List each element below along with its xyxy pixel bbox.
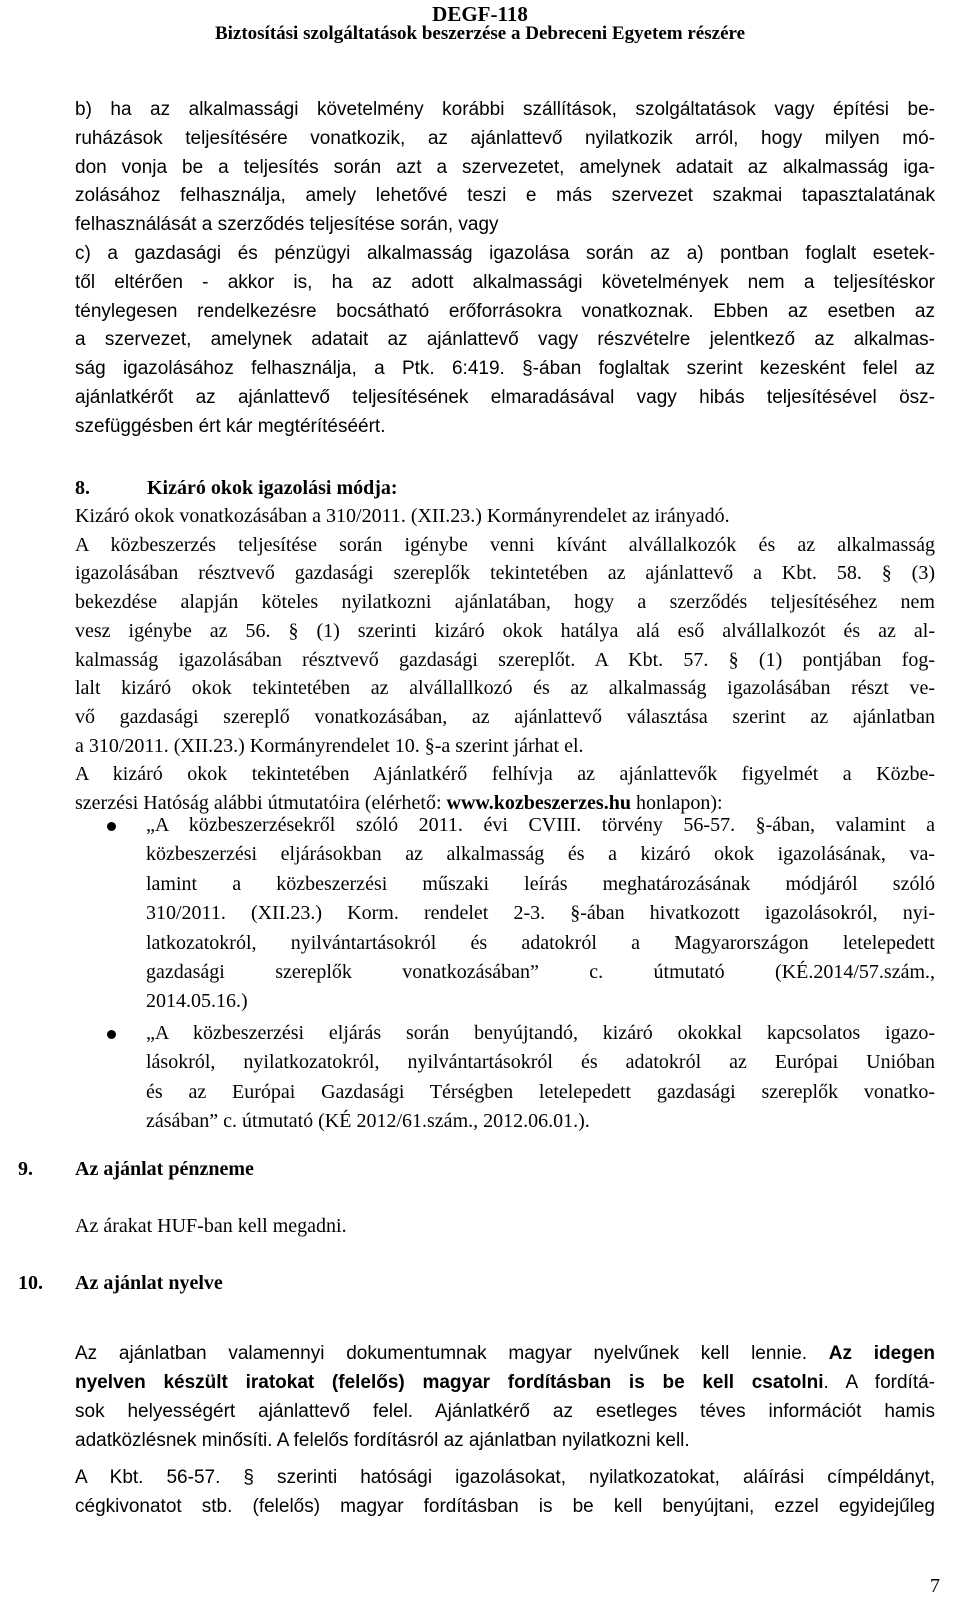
text-line: vesz igénybe az 56. § (1) szerinti kizáró okok hatálya alá eső alvállalkozót és az al- [75,619,935,642]
document-code: DEGF-118 [432,2,528,26]
text-line: sok helyességért ajánlattevő felel. Ajánlatkérő az esetleges téves információt hamis [75,1401,935,1422]
text-line: től eltérően - akkor is, ha az adott alkalmassági követelmények nem a teljesítéskor [75,271,935,293]
text-line: 310/2011. (XII.23.) Korm. rendelet 2-3. §-ában hivatkozott igazolásokról, nyi- [146,902,935,925]
text-line: ajánlatkérőt az ajánlattevő teljesítésének elmaradásával vagy hibás teljesítésével ösz- [75,386,935,408]
text-line: A Kbt. 56-57. § szerinti hatósági igazolásokat, nyilatkozatokat, aláírási címpéldányt, [75,1467,935,1488]
text-line: ténylegesen rendelkezésre bocsátható erőforrásokra vonatkoznak. Ebben az esetben az [75,300,935,322]
text-line: lásokról, nyilatkozatokról, nyilvántartásokról és adatokról az Európai Unióban [146,1051,935,1074]
text-line: A kizáró okok tekintetében Ajánlatkérő felhívja az ajánlattevők figyelmét a Közbe- [75,763,935,786]
text-line: zásában” c. útmutató (KÉ 2012/61.szám., 2012.06.01.). [146,1110,590,1133]
section-8-heading [75,474,398,502]
text-line: adatközlésnek minősíti. A felelős fordításról az ajánlatban nyilatkozni kell. [75,1430,690,1451]
text-line: kalmasság igazolásában résztvevő gazdasági szereplőt. A Kbt. 57. § (1) pontjában fog- [75,648,935,671]
section-9-text: Az árakat HUF-ban kell megadni. [75,1215,347,1237]
text-line: b) ha az alkalmassági követelmény korábbi szállítások, szolgáltatások vagy építési be- [75,99,935,120]
section-title: Az ajánlat pénzneme [75,1158,254,1180]
text-line: közbeszerzési eljárásokban az alkalmasság és a kizáró okok igazolásának, va- [146,843,935,866]
text-line: szefüggésben ért kár megtérítéséért. [75,415,386,437]
bold-text-segment: Az idegen [828,1343,935,1364]
page-number: 7 [930,1575,940,1597]
text-line: ság igazolásához felhasználja, a Ptk. 6:419. §-ában foglaltak szerint kezesként felel az [75,358,935,380]
text-line: a 310/2011. (XII.23.) Kormányrendelet 10. §-a szerint járhat el. [75,734,584,757]
text-line: bekezdése alapján köteles nyilatkozni ajánlatában, hogy a szerződés teljesítéséhez nem [75,591,935,614]
bullet-item [75,1019,935,1137]
paragraph-b-c [75,96,935,442]
text-line: vő gazdasági szereplő vonatkozásában, az ajánlattevő választása szerint az ajánlatban [75,705,935,728]
section-title: Kizáró okok igazolási módja: [147,477,398,499]
section-10-paragraph-1 [75,1339,935,1455]
text-segment: honlapon): [630,792,723,815]
bullet-icon [107,822,116,831]
section-8-body [75,502,935,818]
text-line: zolásához felhasználja, amely lehetővé teszi e más szervezet szakmai tapasztalatának [75,185,935,207]
text-line: felhasználását a szerződés teljesítése során, vagy [75,214,499,236]
section-number: 9. [18,1158,33,1180]
section-10-paragraph-2 [75,1463,935,1521]
section-title: Az ajánlat nyelve [75,1272,223,1294]
text-line: igazolásában résztvevő gazdasági szereplők tekintetében az ajánlattevő a Kbt. 58. § (3) [75,562,935,585]
text-line: és az Európai Gazdasági Térségben letelepedett gazdasági szereplők vonatko- [146,1080,935,1103]
text-line: cégkivonatot stb. (felelős) magyar fordításban is be kell benyújtani, ezzel egyidejűleg [75,1496,935,1517]
website-link[interactable]: www.kozbeszerzes.hu [446,792,631,815]
text-segment: szerzési Hatóság alábbi útmutatóira (elérhető: [75,792,447,815]
text-line: Kizáró okok vonatkozásában a 310/2011. (XII.23.) Kormányrendelet az irányadó. [75,505,730,527]
section-number: 10. [18,1272,43,1294]
text-line: lamint a közbeszerzési műszaki leírás meghatározásának módjáról szóló [146,872,935,895]
guidance-bullet-list [75,811,935,1136]
text-line: c) a gazdasági és pénzügyi alkalmasság igazolása során az a) pontban foglalt esetek- [75,242,935,264]
bold-text-segment: nyelven készült iratokat (felelős) magyar fordításban is be kell csatolni [75,1372,824,1393]
section-9-heading [18,1155,254,1183]
text-line: a szervezet, amelynek adatait az ajánlattevő vagy részvételre jelentkező az alkalmas- [75,329,935,351]
section-number: 8. [75,477,90,499]
bullet-item [75,811,935,1017]
section-10-heading [18,1269,223,1297]
text-line: „A közbeszerzésekről szóló 2011. évi CVIII. törvény 56-57. §-ában, valamint a [146,814,935,836]
bullet-icon [107,1030,116,1039]
text-line: ruházások teljesítésére vonatkozik, az ajánlattevő nyilatkozik arról, hogy milyen mó- [75,127,935,149]
text-line: 2014.05.16.) [146,990,248,1013]
text-line: latkozatokról, nyilvántartásokról és adatokról a Magyarországon letelepedett [146,931,935,954]
text-line: lalt kizáró okok tekintetében az alvállallkozó és az alkalmasság igazolásában részt ve- [75,677,935,700]
text-line [75,1368,935,1397]
text-line: don vonja be a teljesítés során azt a szervezetet, amelynek adatait az alkalmasság iga- [75,156,935,178]
text-line [75,1339,935,1368]
text-line: A közbeszerzés teljesítése során igénybe venni kívánt alvállalkozók és az alkalmasság [75,533,935,556]
document-subtitle: Biztosítási szolgáltatások beszerzése a Debreceni Egyetem részére [214,23,746,44]
text-segment: Az ajánlatban valamennyi dokumentumnak magyar nyelvűnek kell lennie. [75,1343,829,1364]
text-line: „A közbeszerzési eljárás során benyújtandó, kizáró okokkal kapcsolatos igazo- [146,1021,935,1044]
text-line: gazdasági szereplők vonatkozásában” c. útmutató (KÉ.2014/57.szám., [146,961,935,984]
text-segment: . A fordítá- [823,1372,936,1393]
